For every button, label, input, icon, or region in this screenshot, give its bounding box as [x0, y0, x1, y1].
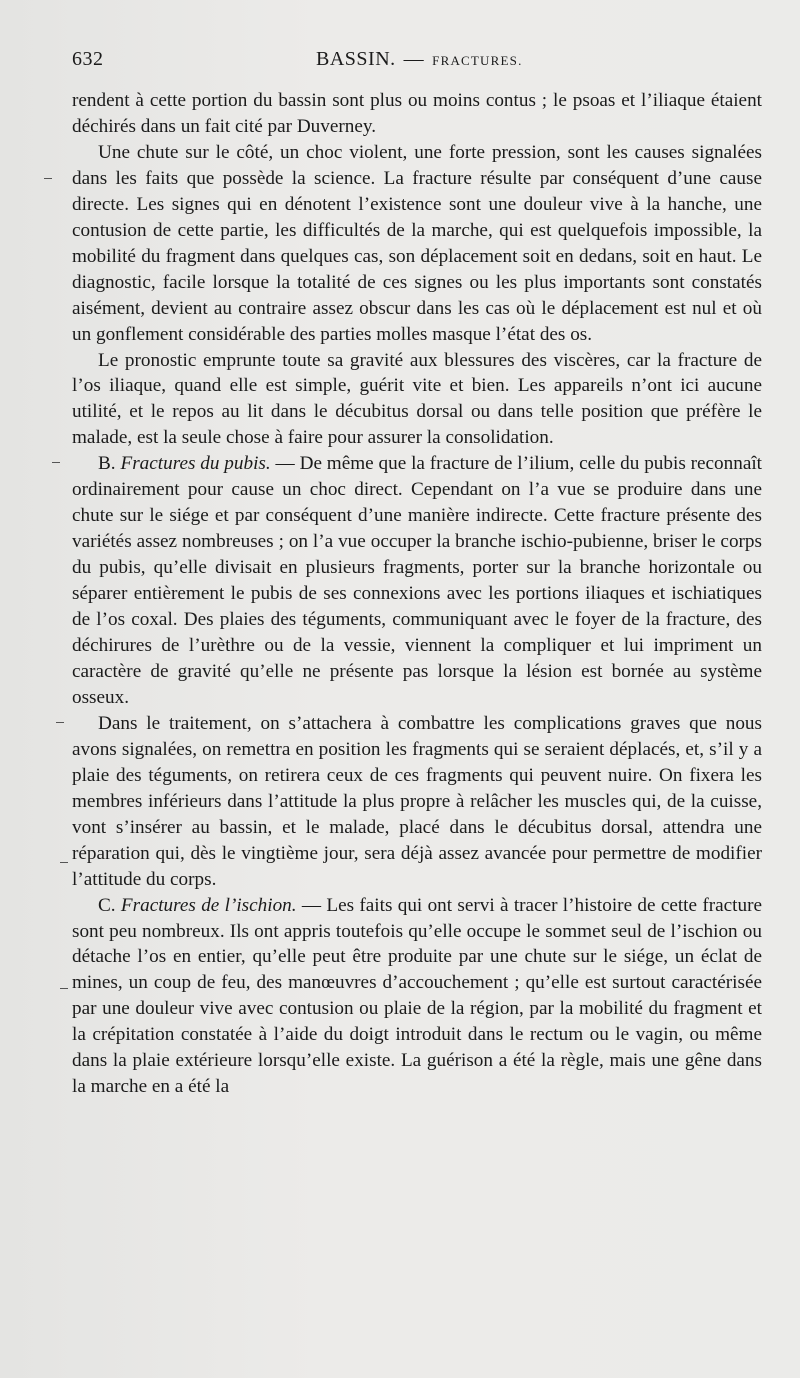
margin-mark: [44, 178, 52, 179]
header-dash: —: [403, 48, 425, 70]
section-label: C.: [98, 894, 116, 916]
margin-mark: [60, 862, 68, 863]
body-text: [72, 88, 762, 1100]
section-text: — Les faits qui ont servi à tracer l’histoire de cette fracture sont peu nombreux. Ils ont appris toutefois qu’elle occupe le sommet seul de l’ischion ou détache l’os en entier, qu’elle peut être produite par une chute sur le siége, un éclat de mines, un coup de feu, des manœuvres d’accouchement ; qu’elle est surtout caractérisée par une douleur vive avec contusion ou plaie de la région, par la mobilité du fragment et la crépitation constatée à l’aide du doigt introduit dans le rectum ou le vagin, ou même dans la plaie extérieure lorsqu’elle existe. La guérison a été la règle, mais une gêne dans la marche en a été la: [72, 894, 762, 1098]
section-b-paragraph: [72, 451, 762, 711]
section-label: B.: [98, 453, 116, 475]
running-subtitle: FRACTURES.: [432, 53, 523, 68]
running-header: [72, 48, 760, 78]
section-title: Fractures du pubis.: [120, 453, 271, 475]
paragraph: Une chute sur le côté, un choc violent, une forte pression, sont les causes signalées dans les faits que possède la science. La fracture résulte par conséquent d’une cause directe. Les signes qui en dénotent l’existence sont une douleur vive à la hanche, une contusion de cette partie, les difficultés de la marche, qui est quelquefois impossible, la mobilité du fragment dans quelques cas, son déplacement soit en dedans, soit en haut. Le diagnostic, facile lorsque la totalité de ces signes ou les plus importants sont constatés aisément, devient au contraire assez obscur dans les cas où le déplacement est nul et où un gonflement considérable des parties molles masque l’état des os.: [72, 141, 762, 345]
margin-mark: [56, 722, 64, 723]
margin-mark: [60, 988, 68, 989]
section-title: Fractures de l’ischion.: [120, 894, 297, 916]
margin-mark: [52, 462, 60, 463]
section-c-paragraph: [72, 893, 762, 1101]
section-text: — De même que la fracture de l’ilium, celle du pubis reconnaît ordinairement pour cause un choc direct. Cependant on l’a vue se produire dans une chute sur le siége et par conséquent d’une manière indirecte. Cette fracture présente des variétés assez nombreuses ; on l’a vue occuper la branche ischio-pubienne, briser le corps du pubis, qu’elle divisait en plusieurs fragments, porter sur la branche horizontale ou séparer entièrement le pubis de ses connexions avec les portions iliaques et ischiatiques de l’os coxal. Des plaies des téguments, communiquant avec le foyer de la fracture, des déchirures de l’urèthre ou de la vessie, viennent la compliquer et lui impriment un caractère de gravité qu’elle ne présente pas lorsque la lésion est bornée au système osseux.: [72, 453, 763, 708]
paragraph: Le pronostic emprunte toute sa gravité aux blessures des viscères, car la fracture de l’os iliaque, quand elle est simple, guérit vite et bien. Les appareils n’ont ici aucune utilité, et le repos au lit dans le décubitus dorsal ou dans telle position que préfère le malade, est la seule chose à faire pour assurer la consolidation.: [72, 349, 762, 449]
paragraph: Dans le traitement, on s’attachera à combattre les complications graves que nous avons signalées, on remettra en position les fragments qui se seraient déplacés, et, s’il y a plaie des téguments, on retirera ceux de ces fragments qui peuvent nuire. On fixera les membres inférieurs dans l’attitude la plus propre à relâcher les muscles qui, de la cuisse, vont s’insérer au bassin, et le malade, placé dans le décubitus dorsal, attendra une réparation qui, dès le vingtième jour, sera déjà assez avancée pour permettre de modifier l’attitude du corps.: [72, 712, 762, 890]
paragraph: rendent à cette portion du bassin sont plus ou moins contus ; le psoas et l’iliaque étaient déchirés dans un fait cité par Duverney.: [72, 90, 762, 137]
page-number: 632: [72, 48, 104, 70]
running-title: [316, 48, 523, 71]
running-title-main: BASSIN.: [316, 48, 396, 70]
